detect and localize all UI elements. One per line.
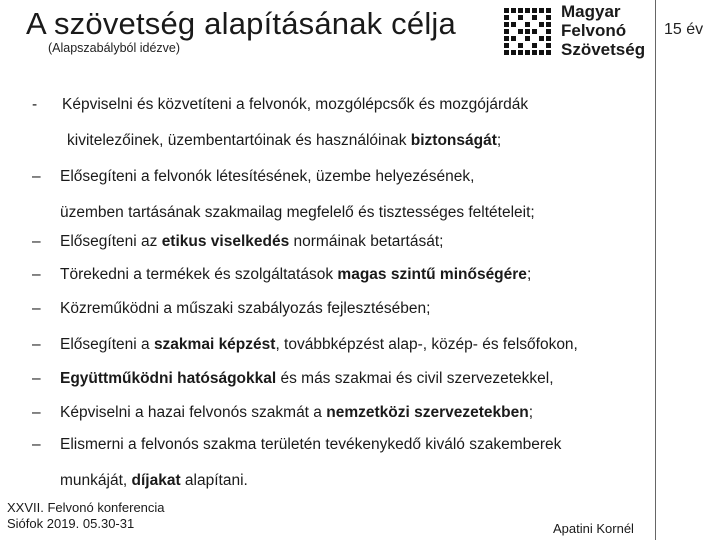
emphasized-text: biztonságát bbox=[410, 132, 497, 149]
bullet-dash: – bbox=[32, 168, 41, 185]
text-segment: Képviselni és közvetíteni a felvonók, mozgólépcsők és mozgójárdák bbox=[62, 96, 529, 113]
emphasized-text: etikus viselkedés bbox=[161, 233, 290, 250]
list-item-line bbox=[60, 300, 430, 318]
event-date-place: Siófok 2019. 05.30-31 bbox=[7, 516, 135, 531]
text-segment: Elősegíteni a bbox=[60, 336, 154, 353]
event-name: XXVII. Felvonó konferencia bbox=[7, 500, 165, 515]
list-item-line bbox=[60, 266, 531, 284]
logo-text-line1: Magyar bbox=[561, 2, 621, 21]
emphasized-text: Együttműködni hatóságokkal bbox=[60, 370, 277, 387]
logo-mark-icon bbox=[501, 5, 555, 59]
page-subtitle: (Alapszabályból idézve) bbox=[48, 41, 181, 55]
bullet-dash: – bbox=[32, 404, 41, 421]
emphasized-text: nemzetközi szervezetekben bbox=[326, 404, 529, 421]
text-segment: Elősegíteni az bbox=[60, 233, 162, 250]
text-segment: és más szakmai és civil szervezetekkel, bbox=[276, 370, 554, 387]
text-segment: ; bbox=[526, 266, 532, 283]
bullet-dash: - bbox=[32, 96, 38, 113]
text-segment: ; bbox=[528, 404, 533, 421]
anniversary-badge: 15 év bbox=[664, 21, 704, 38]
list-item-line bbox=[62, 96, 528, 114]
logo-text-line3: Szövetség bbox=[561, 40, 646, 59]
list-item-line bbox=[60, 233, 443, 251]
text-segment: munkáját, bbox=[60, 472, 132, 489]
text-segment: üzemben tartásának szakmailag megfelelő és tisztességes feltételeit; bbox=[60, 204, 535, 221]
emphasized-text: szakmai képzést bbox=[153, 336, 276, 353]
page-title: A szövetség alapításának célja bbox=[26, 6, 456, 41]
emphasized-text: díjakat bbox=[131, 472, 181, 489]
bullet-dash: – bbox=[32, 300, 41, 317]
text-segment: normáinak betartását; bbox=[289, 233, 444, 250]
emphasized-text: magas szintű minőségére bbox=[337, 266, 527, 283]
logo-text-line2: Felvonó bbox=[561, 21, 627, 40]
text-segment: , továbbképzést alap-, közép- és felsőfokon, bbox=[275, 336, 578, 353]
list-item-line bbox=[60, 370, 554, 388]
bullet-dash: – bbox=[32, 266, 41, 283]
vertical-divider bbox=[655, 0, 656, 540]
author-name: Apatini Kornél bbox=[553, 521, 634, 536]
text-segment: Elismerni a felvonós szakma területén tevékenykedő kiváló szakemberek bbox=[60, 436, 562, 453]
bullet-dash: – bbox=[32, 233, 41, 250]
bullet-dash: – bbox=[32, 370, 41, 387]
list-item-line bbox=[67, 132, 501, 150]
text-segment: kivitelezőinek, üzembentartóinak és használóinak bbox=[67, 132, 411, 149]
text-segment: alapítani. bbox=[180, 472, 248, 489]
list-item-line bbox=[60, 436, 561, 454]
list-item-line bbox=[60, 404, 533, 422]
list-item-line bbox=[60, 472, 248, 490]
list-item-line bbox=[60, 204, 535, 222]
bullet-dash: – bbox=[32, 436, 41, 453]
text-segment: Képviselni a hazai felvonós szakmát a bbox=[60, 404, 327, 421]
bullet-dash: – bbox=[32, 336, 41, 353]
list-item-line bbox=[60, 336, 578, 354]
association-logo bbox=[498, 0, 654, 62]
event-info bbox=[7, 500, 165, 532]
text-segment: Közreműködni a műszaki szabályozás fejlesztésében; bbox=[60, 300, 431, 317]
text-segment: ; bbox=[496, 132, 502, 149]
text-segment: Törekedni a termékek és szolgáltatások bbox=[60, 266, 338, 283]
text-segment: Elősegíteni a felvonók létesítésének, üzembe helyezésének, bbox=[60, 168, 475, 185]
list-item-line bbox=[60, 168, 474, 186]
